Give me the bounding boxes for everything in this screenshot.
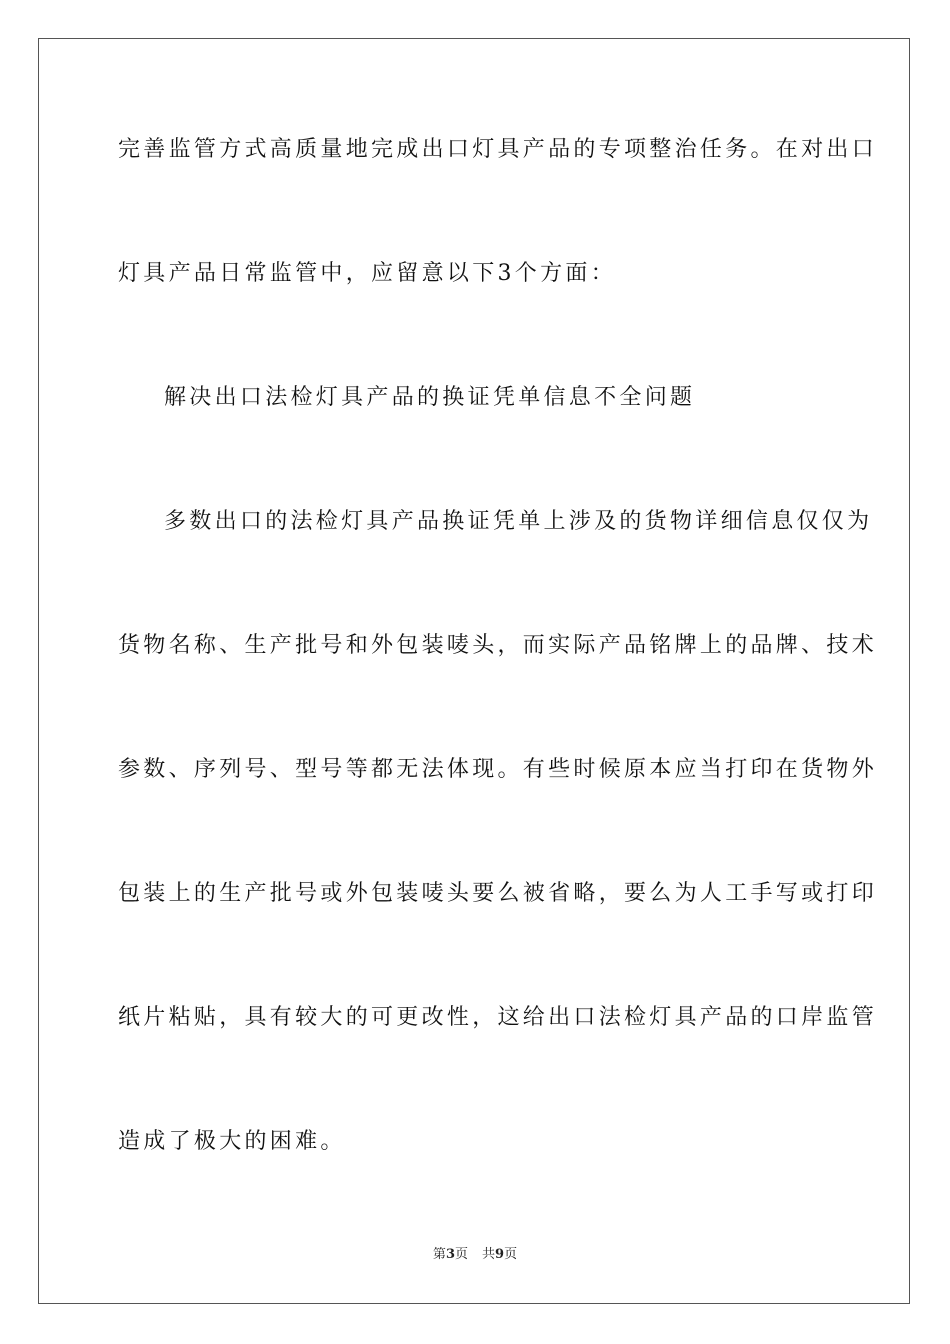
total-suffix: 页 [504, 1247, 518, 1262]
page-footer [0, 1246, 950, 1264]
body-text-line: 纸片粘贴，具有较大的可更改性，这给出口法检灯具产品的口岸监管 [118, 1005, 878, 1030]
total-prefix: 共 [482, 1247, 496, 1262]
body-text-line: 包装上的生产批号或外包装唛头要么被省略，要么为人工手写或打印 [118, 881, 878, 906]
page-suffix: 页 [454, 1247, 468, 1262]
section-heading: 解决出口法检灯具产品的换证凭单信息不全问题 [164, 385, 696, 410]
page-number [433, 1247, 468, 1262]
body-text-line: 多数出口的法检灯具产品换证凭单上涉及的货物详细信息仅仅为 [164, 509, 873, 534]
body-text-line: 完善监管方式高质量地完成出口灯具产品的专项整治任务。在对出口 [118, 137, 878, 162]
page-border [38, 38, 910, 1304]
total-pages: 9 [495, 1247, 505, 1262]
page-prefix: 第 [432, 1247, 446, 1262]
body-text-line: 造成了极大的困难。 [118, 1129, 346, 1154]
page-total [482, 1247, 517, 1262]
body-text-line: 参数、序列号、型号等都无法体现。有些时候原本应当打印在货物外 [118, 757, 878, 782]
current-page: 3 [445, 1247, 455, 1262]
body-text-line: 货物名称、生产批号和外包装唛头，而实际产品铭牌上的品牌、技术 [118, 633, 878, 658]
body-text-line: 灯具产品日常监管中，应留意以下3个方面： [118, 261, 616, 286]
